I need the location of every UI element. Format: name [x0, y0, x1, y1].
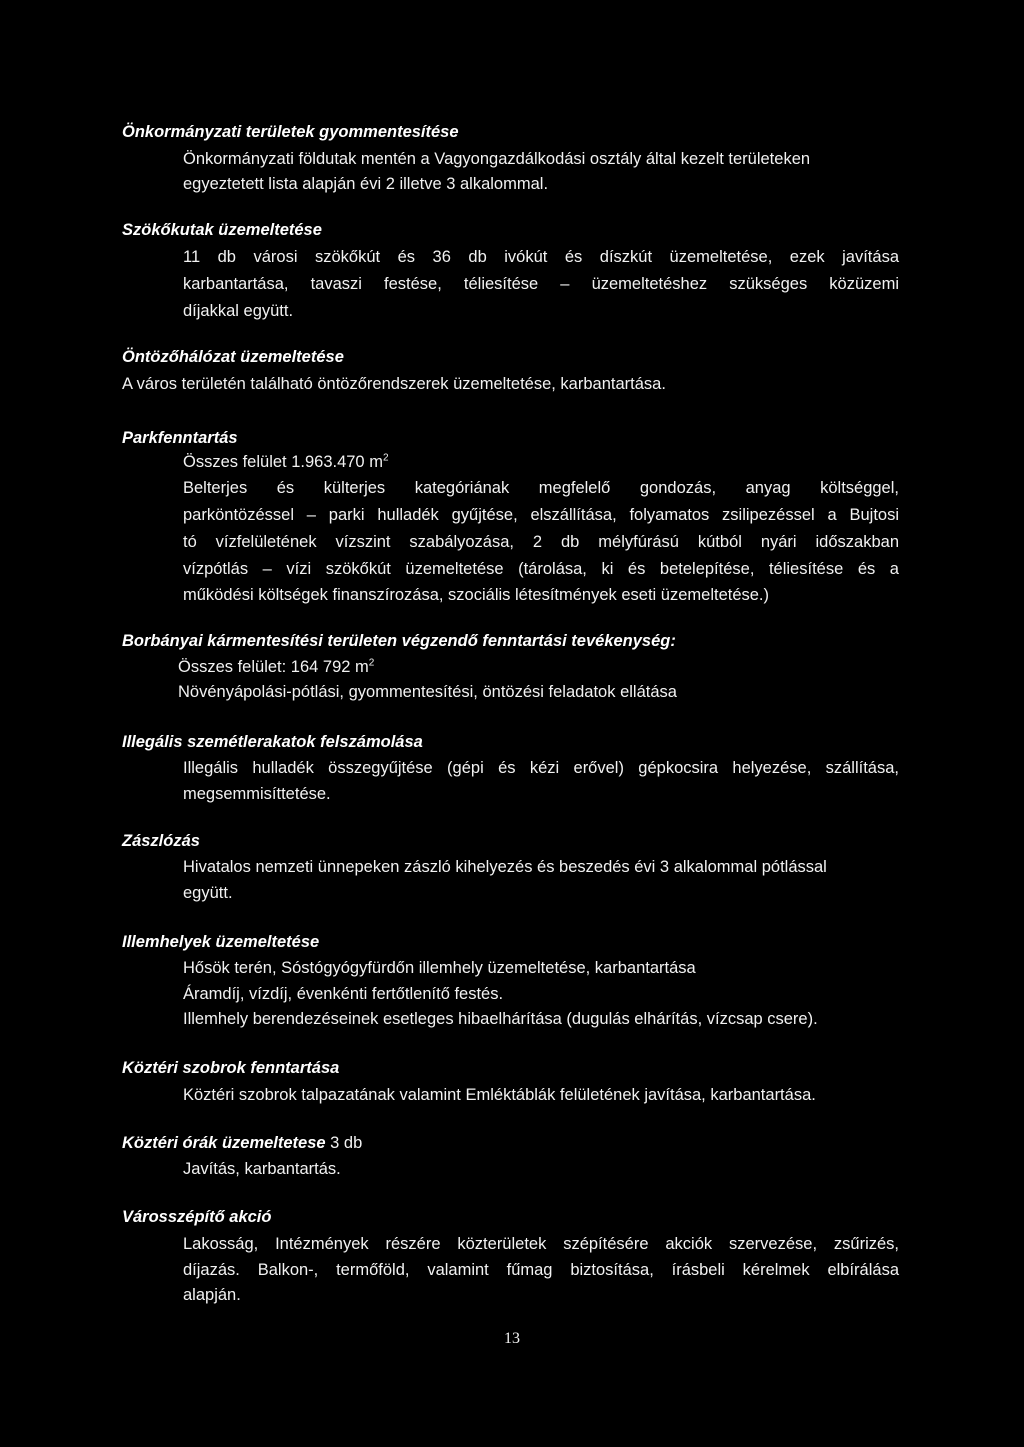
body-line: Köztéri szobrok talpazatának valamint Emléktáblák felületének javítása, karbantartása. — [183, 1086, 816, 1104]
area-sup: 2 — [382, 452, 389, 464]
body-line: megsemmisíttetése. — [183, 785, 331, 803]
body-line: Lakosság, Intézmények részére közterületek szépítésére akciók szervezése, zsűrizés, — [183, 1235, 899, 1253]
body-line: Belterjes és külterjes kategóriának megfelelő gondozás, anyag költséggel, — [183, 479, 899, 497]
body-line: Hivatalos nemzeti ünnepeken zászló kihelyezés és beszedés évi 3 alkalommal pótlással — [183, 858, 827, 876]
body-line: A város területén található öntözőrendszerek üzemeltetése, karbantartása. — [122, 375, 666, 393]
area-line — [183, 450, 389, 474]
section-heading-szokokutak: Szökőkutak üzemeltetése — [122, 221, 322, 239]
section-heading-orak: Köztéri órák üzemeltetese — [122, 1134, 326, 1152]
body-line: tó vízfelületének vízszint szabályozása, 2 db mélyfúrású kútból nyári időszakban — [183, 533, 899, 551]
body-line: karbantartása, tavaszi festése, téliesítése – üzemeltetéshez szükséges közüzemi — [183, 275, 899, 293]
section-heading-gyommentesites: Önkormányzati területek gyommentesítése — [122, 123, 459, 141]
area-text: Összes felület: 164 792 m — [178, 658, 369, 676]
body-line: 11 db városi szökőkút és 36 db ivókút és díszkút üzemeltetése, ezek javítása — [183, 248, 899, 266]
body-line: Áramdíj, vízdíj, évenkénti fertőtlenítő festés. — [183, 985, 504, 1003]
section-heading-line-orak — [122, 1131, 362, 1155]
area-sup: 2 — [368, 657, 375, 669]
area-text: Összes felület 1.963.470 m — [183, 453, 383, 471]
section-heading-illemhelyek: Illemhelyek üzemeltetése — [122, 933, 320, 951]
section-heading-borbanyai: Borbányai kármentesítési területen végzendő fenntartási tevékenység: — [122, 632, 676, 650]
body-line: Illemhely berendezéseinek esetleges hibaelhárítása (dugulás elhárítás, vízcsap csere). — [183, 1010, 818, 1028]
body-line: együtt. — [183, 884, 233, 902]
area-line — [178, 655, 374, 679]
section-heading-varosszepito: Városszépítő akció — [122, 1208, 272, 1226]
section-heading-ontozohalozat: Öntözőhálózat üzemeltetése — [122, 348, 344, 366]
body-line: Javítás, karbantartás. — [183, 1160, 341, 1178]
body-line: Növényápolási-pótlási, gyommentesítési, öntözési feladatok ellátása — [178, 683, 677, 701]
body-line: díjakkal együtt. — [183, 302, 294, 320]
body-line: Önkormányzati földutak mentén a Vagyongazdálkodási osztály által kezelt területeken — [183, 150, 811, 168]
body-line: alapján. — [183, 1286, 241, 1304]
section-heading-illegalis: Illegális szemétlerakatok felszámolása — [122, 733, 423, 751]
page-number: 13 — [504, 1330, 520, 1347]
body-line: egyeztetett lista alapján évi 2 illetve 3 alkalommal. — [183, 175, 549, 193]
section-heading-zaszlozas: Zászlózás — [122, 832, 200, 850]
body-line: működési költségek finanszírozása, szociális létesítmények eseti üzemeltetése.) — [183, 586, 770, 604]
section-heading-parkfenntartas: Parkfenntartás — [122, 429, 238, 447]
body-line: Hősök terén, Sóstógyógyfürdőn illemhely üzemeltetése, karbantartása — [183, 959, 696, 977]
body-line: parköntözéssel – parki hulladék gyűjtése, elszállítása, folyamatos zsilipezéssel a Bujtosi — [183, 506, 899, 524]
body-line: díjazás. Balkon-, termőföld, valamint fűmag biztosítása, írásbeli kérelmek elbírálása — [183, 1261, 899, 1279]
section-heading-szobrok: Köztéri szobrok fenntartása — [122, 1059, 340, 1077]
body-line: Illegális hulladék összegyűjtése (gépi és kézi erővel) gépkocsira helyezése, szállítása, — [183, 759, 899, 777]
heading-suffix: 3 db — [325, 1134, 363, 1152]
body-line: vízpótlás – vízi szökőkút üzemeltetése (tárolása, ki és betelepítése, téliesítése és a — [183, 560, 899, 578]
